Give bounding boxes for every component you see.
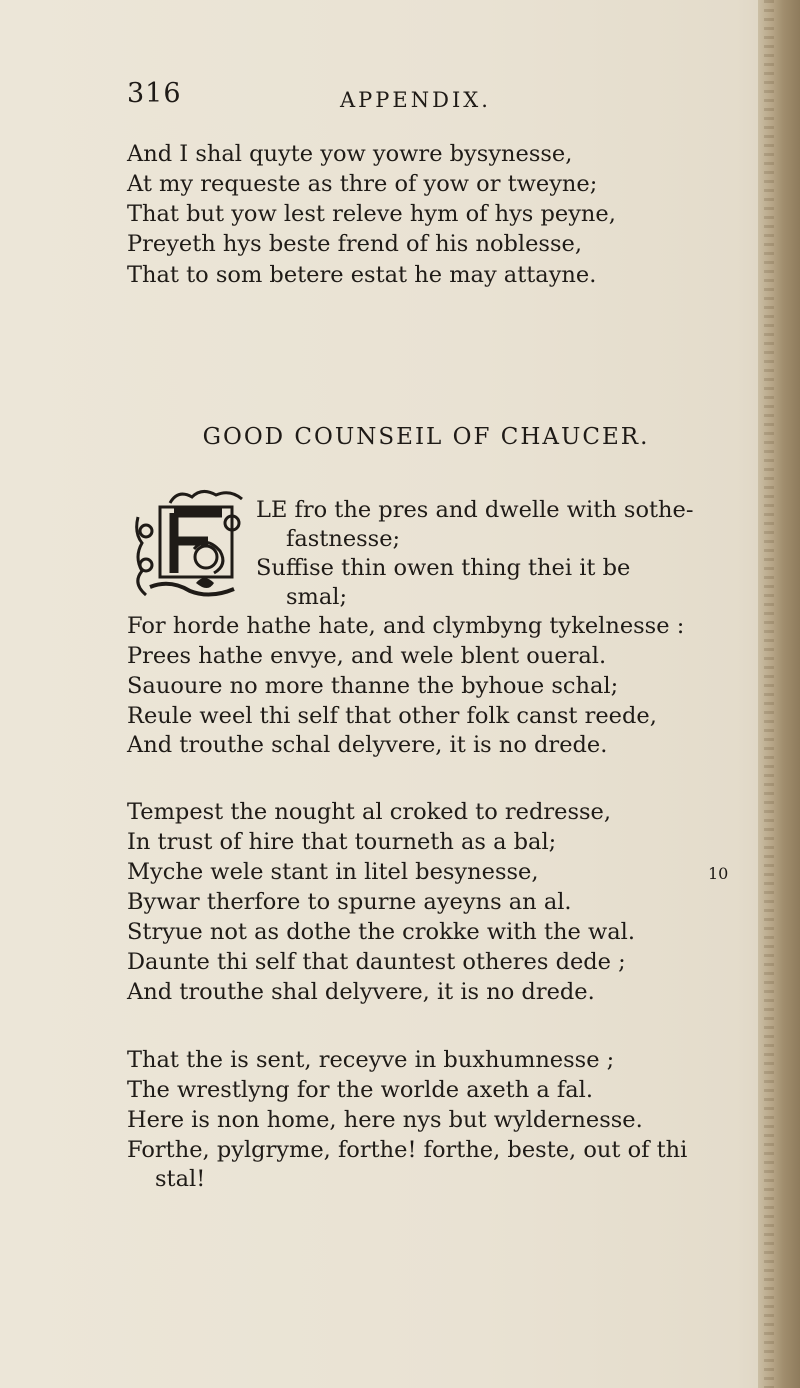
- running-title: APPENDIX.: [340, 88, 491, 112]
- verse-line: Myche wele stant in litel besynesse,: [127, 859, 539, 885]
- verse-line: Forthe, pylgryme, forthe! forthe, beste, out of thi: [127, 1137, 688, 1163]
- verse-line: Reule weel thi self that other folk canst reede,: [127, 703, 657, 729]
- poem-title: GOOD COUNSEIL OF CHAUCER.: [202, 424, 650, 450]
- verse-line: And trouthe shal delyvere, it is no drede.: [127, 979, 595, 1005]
- verse-line: Bywar therfore to spurne ayeyns an al.: [127, 889, 572, 915]
- verse-line: At my requeste as thre of yow or tweyne;: [127, 171, 598, 197]
- verse-line: And I shal quyte yow yowre bysynesse,: [127, 141, 573, 167]
- page-number: 316: [127, 78, 182, 109]
- ornamental-initial-icon: [130, 487, 248, 599]
- verse-line: smal;: [286, 584, 348, 610]
- verse-line: stal!: [155, 1166, 206, 1192]
- verse-line: In trust of hire that tourneth as a bal;: [127, 829, 557, 855]
- verse-line: Tempest the nought al croked to redresse,: [127, 799, 612, 825]
- verse-line: Suffise thin owen thing thei it be: [256, 555, 631, 581]
- verse-line: For horde hathe hate, and clymbyng tykelnesse :: [127, 613, 685, 639]
- verse-line: Prees hathe envye, and wele blent oueral.: [127, 643, 607, 669]
- verse-line: The wrestlyng for the worlde axeth a fal.: [127, 1077, 594, 1103]
- verse-line: That the is sent, receyve in buxhumnesse ;: [127, 1047, 615, 1073]
- verse-line: LE fro the pres and dwelle with sothe-: [256, 497, 694, 523]
- verse-line: And trouthe schal delyvere, it is no drede.: [127, 732, 608, 758]
- verse-line: That but yow lest releve hym of hys peyne,: [127, 201, 616, 227]
- line-number: 10: [708, 864, 729, 883]
- verse-line: Daunte thi self that dauntest otheres dede ;: [127, 949, 626, 975]
- page-header: [0, 78, 800, 118]
- verse-line: Sauoure no more thanne the byhoue schal;: [127, 673, 619, 699]
- verse-line: Here is non home, here nys but wyldernesse.: [127, 1107, 643, 1133]
- verse-line: fastnesse;: [286, 526, 401, 552]
- verse-line: Stryue not as dothe the crokke with the wal.: [127, 919, 635, 945]
- page-edge: [758, 0, 800, 1388]
- verse-line: That to som betere estat he may attayne.: [127, 262, 597, 288]
- verse-line: Preyeth hys beste frend of his noblesse,: [127, 231, 582, 257]
